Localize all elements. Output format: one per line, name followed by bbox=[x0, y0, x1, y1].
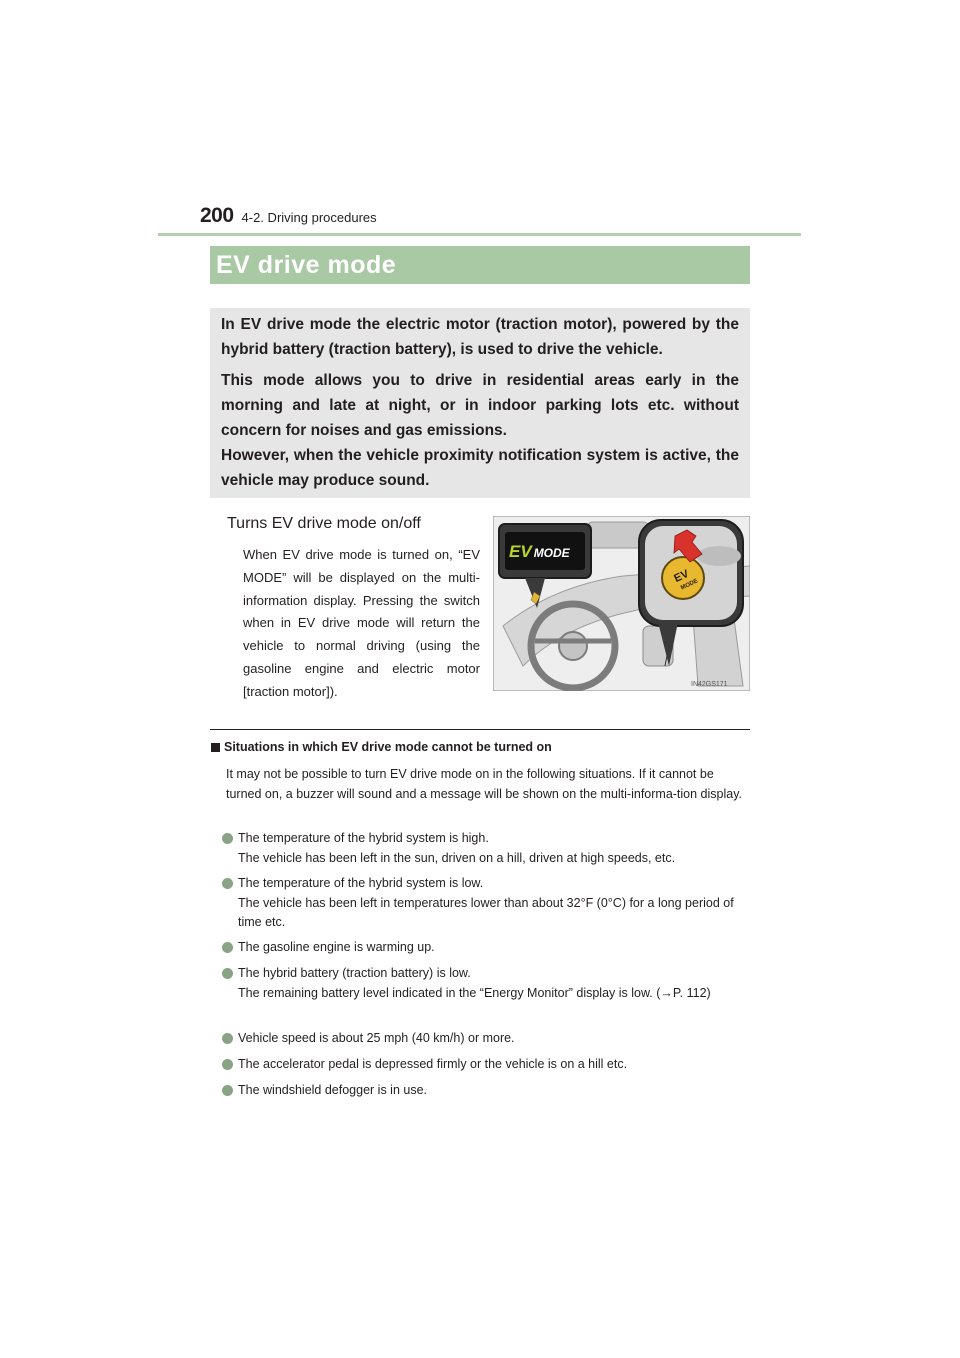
list-item bbox=[222, 938, 752, 958]
list-item bbox=[222, 1029, 752, 1049]
title-bar bbox=[210, 246, 750, 284]
list-item bbox=[222, 964, 752, 1003]
list-item-detail: The vehicle has been left in the sun, driven on a hill, driven at high speeds, etc. bbox=[238, 850, 676, 865]
list-item-title: The hybrid battery (traction battery) is low. bbox=[238, 966, 471, 980]
list-item bbox=[222, 1081, 752, 1101]
list-item-title: Vehicle speed is about 25 mph (40 km/h) or more. bbox=[238, 1031, 515, 1045]
step-description: When EV drive mode is turned on, “EV MODE” will be displayed on the multi-information display. Pressing the switch when in EV drive mode will return the vehicle to normal driving (using the gasoline engine and electric motor [traction motor]). bbox=[243, 547, 480, 699]
intro-paragraph: However, when the vehicle proximity notification system is active, the vehicle may produce sound. bbox=[221, 447, 739, 489]
step-title: Turns EV drive mode on/off bbox=[227, 515, 421, 532]
info-body: It may not be possible to turn EV drive mode on in the following situations. If it cannot be turned on, a buzzer will sound and a message will be shown on the multi-informa-tion display. bbox=[226, 767, 743, 801]
ev-mode-illustration bbox=[493, 516, 750, 691]
bullet-dot-icon bbox=[222, 1085, 233, 1096]
ev-button-sublabel: MODE bbox=[680, 578, 699, 592]
list-item-title: The windshield defogger is in use. bbox=[238, 1083, 428, 1097]
intro-paragraph: This mode allows you to drive in residential areas early in the morning and late at night, or in indoor parking lots etc. without concern for noises and gas emissions. bbox=[221, 372, 739, 439]
list-item bbox=[222, 829, 752, 868]
section-divider bbox=[210, 729, 750, 730]
list-item bbox=[222, 1055, 752, 1075]
page-number: 200 bbox=[200, 204, 234, 227]
info-heading-text: Situations in which EV drive mode cannot be turned on bbox=[224, 740, 552, 754]
ev-mode-display-text: EV MODE bbox=[509, 542, 570, 561]
square-bullet-icon bbox=[211, 743, 220, 752]
list-item bbox=[222, 874, 752, 933]
list-item-title: The temperature of the hybrid system is low. bbox=[238, 876, 484, 890]
bullet-dot-icon bbox=[222, 833, 233, 844]
intro-box bbox=[210, 308, 750, 498]
page-title: EV drive mode bbox=[216, 250, 397, 279]
bullet-dot-icon bbox=[222, 1059, 233, 1070]
list-item-detail: The vehicle has been left in temperatures lower than about 32°F (0°C) for a long period of time etc. bbox=[238, 895, 734, 930]
ev-button-label: EV bbox=[672, 567, 691, 586]
header-rule bbox=[158, 233, 801, 236]
list-item-title: The gasoline engine is warming up. bbox=[238, 940, 435, 954]
list-item-title: The temperature of the hybrid system is high. bbox=[238, 831, 489, 845]
bullet-dot-icon bbox=[222, 942, 233, 953]
bullet-dot-icon bbox=[222, 878, 233, 889]
list-item-title: The accelerator pedal is depressed firmly or the vehicle is on a hill etc. bbox=[238, 1057, 628, 1071]
page-header bbox=[200, 204, 377, 228]
image-code: IN42GS171 bbox=[691, 681, 728, 688]
section-label: 4-2. Driving procedures bbox=[241, 210, 377, 225]
bullet-dot-icon bbox=[222, 1033, 233, 1044]
info-heading bbox=[211, 740, 552, 754]
intro-paragraph: In EV drive mode the electric motor (traction motor), powered by the hybrid battery (traction battery), is used to drive the vehicle. bbox=[221, 316, 739, 358]
bullet-dot-icon bbox=[222, 968, 233, 979]
list-item-detail: The remaining battery level indicated in the “Energy Monitor” display is low. (→P. 112) bbox=[238, 985, 711, 1000]
